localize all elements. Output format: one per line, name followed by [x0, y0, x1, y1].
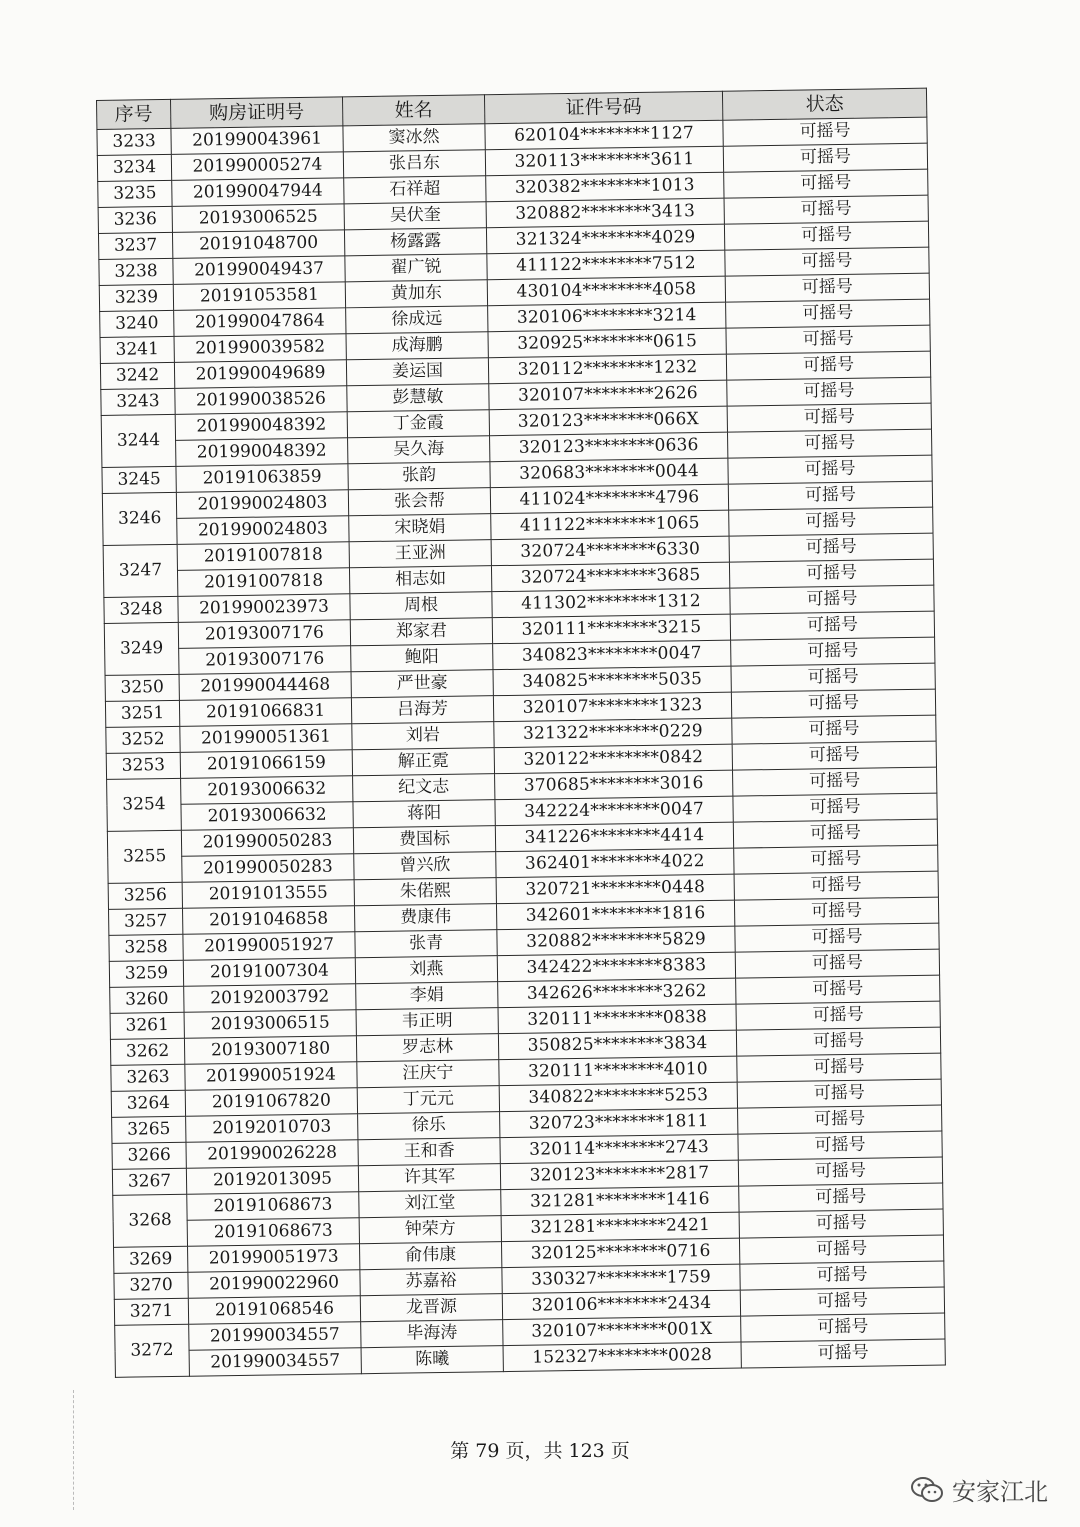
cell-name: 徐成远 [346, 306, 488, 334]
cell-certificate-no: 20192003792 [184, 984, 356, 1013]
cell-certificate-no: 201990043961 [171, 126, 343, 155]
cell-certificate-no: 20191068673 [187, 1192, 359, 1221]
cell-id-number: 411122********7512 [487, 250, 725, 280]
cell-id-number: 152327********0028 [503, 1342, 741, 1372]
cell-status: 可摇号 [729, 507, 933, 536]
cell-certificate-no: 201990024803 [176, 490, 348, 519]
cell-name: 汪庆宁 [357, 1060, 499, 1088]
cell-certificate-no: 20191066159 [180, 750, 352, 779]
cell-status: 可摇号 [741, 1339, 945, 1368]
cell-name: 毕海涛 [361, 1320, 503, 1348]
cell-id-number: 320123********066X [489, 406, 727, 436]
cell-id-number: 430104********4058 [487, 276, 725, 306]
cell-name: 朱偌熙 [354, 878, 496, 906]
cell-name: 罗志林 [356, 1034, 498, 1062]
cell-status: 可摇号 [730, 611, 934, 640]
cell-name: 黄加东 [345, 280, 487, 308]
cell-status: 可摇号 [733, 793, 937, 822]
cell-name: 张吕东 [343, 150, 485, 178]
cell-id-number: 321281********1416 [501, 1186, 739, 1216]
cell-status: 可摇号 [728, 455, 932, 484]
cell-seq: 3265 [112, 1116, 186, 1143]
cell-certificate-no: 201990051927 [183, 932, 355, 961]
cell-name: 刘燕 [355, 956, 497, 984]
cell-name: 丁元元 [357, 1086, 499, 1114]
cell-seq: 3234 [97, 154, 171, 181]
cell-seq: 3248 [104, 596, 178, 623]
cell-status: 可摇号 [734, 897, 938, 926]
cell-id-number: 321322********0229 [494, 718, 732, 748]
cell-certificate-no: 20191048700 [172, 230, 344, 259]
cell-id-number: 411302********1312 [492, 588, 730, 618]
cell-id-number: 320114********2743 [500, 1134, 738, 1164]
cell-certificate-no: 20193007176 [179, 646, 351, 675]
cell-seq: 3240 [100, 310, 174, 337]
cell-certificate-no: 20191053581 [173, 282, 345, 311]
cell-seq: 3242 [100, 362, 174, 389]
cell-status: 可摇号 [735, 923, 939, 952]
cell-id-number: 411024********4796 [490, 484, 728, 514]
cell-name: 陈曦 [361, 1346, 503, 1374]
cell-name: 韦正明 [356, 1008, 498, 1036]
cell-name: 张会帮 [348, 488, 490, 516]
cell-certificate-no: 201990051924 [185, 1062, 357, 1091]
cell-status: 可摇号 [733, 819, 937, 848]
cell-name: 彭慧敏 [347, 384, 489, 412]
cell-certificate-no: 20193006632 [181, 802, 353, 831]
cell-certificate-no: 20191046858 [183, 906, 355, 935]
cell-status: 可摇号 [726, 351, 930, 380]
cell-seq: 3237 [98, 232, 172, 259]
cell-status: 可摇号 [740, 1261, 944, 1290]
cell-status: 可摇号 [724, 169, 928, 198]
cell-id-number: 320106********3214 [488, 302, 726, 332]
cell-id-number: 320111********3215 [492, 614, 730, 644]
page-footer: 第 79 页，共 123 页 [450, 1440, 630, 1462]
cell-name: 王亚洲 [349, 540, 491, 568]
cell-name: 王和香 [358, 1138, 500, 1166]
header-name: 姓名 [342, 95, 484, 126]
cell-seq: 3263 [111, 1064, 185, 1091]
cell-id-number: 370685********3016 [495, 770, 733, 800]
cell-name: 成海鹏 [346, 332, 488, 360]
cell-certificate-no: 20193007176 [178, 620, 350, 649]
watermark [910, 1472, 1048, 1507]
cell-seq: 3272 [115, 1324, 190, 1377]
cell-status: 可摇号 [738, 1131, 942, 1160]
lottery-roster-table [96, 88, 946, 1378]
cell-id-number: 320721********0448 [496, 874, 734, 904]
cell-seq: 3259 [109, 960, 183, 987]
cell-id-number: 342626********3262 [498, 978, 736, 1008]
cell-status: 可摇号 [727, 429, 931, 458]
cell-seq: 3267 [112, 1168, 186, 1195]
cell-seq: 3266 [112, 1142, 186, 1169]
cell-id-number: 320724********3685 [491, 562, 729, 592]
cell-certificate-no: 201990039582 [174, 334, 346, 363]
cell-name: 纪文志 [353, 774, 495, 802]
cell-certificate-no: 20193006525 [172, 204, 344, 233]
cell-status: 可摇号 [739, 1209, 943, 1238]
cell-status: 可摇号 [729, 533, 933, 562]
cell-status: 可摇号 [731, 637, 935, 666]
cell-id-number: 362401********4022 [496, 848, 734, 878]
cell-status: 可摇号 [737, 1053, 941, 1082]
watermark-text: 安家江北 [952, 1478, 1048, 1506]
cell-status: 可摇号 [739, 1235, 943, 1264]
cell-status: 可摇号 [723, 143, 927, 172]
cell-certificate-no: 201990005274 [171, 152, 343, 181]
cell-certificate-no: 20191068546 [188, 1296, 360, 1325]
cell-certificate-no: 201990024803 [177, 516, 349, 545]
cell-seq: 3243 [101, 388, 175, 415]
cell-status: 可摇号 [727, 403, 931, 432]
cell-id-number: 320107********001X [503, 1316, 741, 1346]
cell-status: 可摇号 [724, 221, 928, 250]
cell-seq: 3250 [105, 674, 179, 701]
cell-status: 可摇号 [732, 741, 936, 770]
cell-id-number: 320724********6330 [491, 536, 729, 566]
header-certificate-no: 购房证明号 [170, 97, 342, 129]
cell-certificate-no: 201990026228 [186, 1140, 358, 1169]
cell-name: 翟广锐 [345, 254, 487, 282]
cell-seq: 3269 [114, 1246, 188, 1273]
cell-id-number: 340822********5253 [499, 1082, 737, 1112]
cell-certificate-no: 201990050283 [182, 854, 354, 883]
cell-seq: 3255 [107, 830, 182, 883]
cell-seq: 3249 [104, 622, 179, 675]
cell-id-number: 320113********3611 [485, 146, 723, 176]
cell-id-number: 320107********1323 [493, 692, 731, 722]
cell-certificate-no: 201990048392 [176, 438, 348, 467]
cell-certificate-no: 201990050283 [181, 828, 353, 857]
cell-seq: 3264 [111, 1090, 185, 1117]
cell-status: 可摇号 [737, 1079, 941, 1108]
cell-name: 严世豪 [351, 670, 493, 698]
cell-seq: 3245 [102, 466, 176, 493]
cell-certificate-no: 201990051973 [188, 1244, 360, 1273]
cell-name: 俞伟康 [359, 1242, 501, 1270]
cell-seq: 3244 [101, 414, 176, 467]
cell-status: 可摇号 [740, 1287, 944, 1316]
cell-name: 钟荣方 [359, 1216, 501, 1244]
cell-name: 费康伟 [354, 904, 496, 932]
cell-name: 吴久海 [348, 436, 490, 464]
cell-name: 徐乐 [358, 1112, 500, 1140]
cell-status: 可摇号 [734, 845, 938, 874]
cell-id-number: 341226********4414 [495, 822, 733, 852]
wechat-icon [910, 1476, 944, 1504]
cell-status: 可摇号 [738, 1157, 942, 1186]
cell-seq: 3253 [106, 752, 180, 779]
cell-id-number: 320123********0636 [490, 432, 728, 462]
cell-status: 可摇号 [741, 1313, 945, 1342]
cell-id-number: 342422********8383 [497, 952, 735, 982]
cell-id-number: 320107********2626 [489, 380, 727, 410]
cell-certificate-no: 201990047864 [174, 308, 346, 337]
cell-name: 鲍阳 [351, 644, 493, 672]
cell-certificate-no: 20191067820 [185, 1088, 357, 1117]
cell-status: 可摇号 [735, 949, 939, 978]
cell-seq: 3256 [108, 882, 182, 909]
cell-name: 杨露露 [344, 228, 486, 256]
cell-seq: 3262 [110, 1038, 184, 1065]
cell-status: 可摇号 [732, 715, 936, 744]
cell-certificate-no: 201990044468 [179, 672, 351, 701]
cell-seq: 3235 [98, 180, 172, 207]
cell-name: 许其军 [358, 1164, 500, 1192]
cell-name: 吴伏奎 [344, 202, 486, 230]
cell-id-number: 320925********0615 [488, 328, 726, 358]
cell-status: 可摇号 [726, 325, 930, 354]
cell-seq: 3257 [109, 908, 183, 935]
cell-name: 刘岩 [352, 722, 494, 750]
cell-seq: 3260 [110, 986, 184, 1013]
cell-status: 可摇号 [727, 377, 931, 406]
cell-certificate-no: 20192010703 [186, 1114, 358, 1143]
cell-seq: 3261 [110, 1012, 184, 1039]
cell-seq: 3270 [114, 1272, 188, 1299]
cell-certificate-no: 20191007818 [177, 568, 349, 597]
cell-certificate-no: 201990038526 [175, 386, 347, 415]
cell-id-number: 330327********1759 [502, 1264, 740, 1294]
header-id-number: 证件号码 [484, 91, 722, 124]
cell-seq: 3241 [100, 336, 174, 363]
cell-name: 李娟 [356, 982, 498, 1010]
cell-id-number: 342224********0047 [495, 796, 733, 826]
cell-status: 可摇号 [731, 663, 935, 692]
cell-id-number: 320382********1013 [486, 172, 724, 202]
cell-id-number: 350825********3834 [498, 1030, 736, 1060]
cell-name: 蒋阳 [353, 800, 495, 828]
cell-certificate-no: 201990034557 [189, 1348, 361, 1377]
cell-id-number: 411122********1065 [491, 510, 729, 540]
table-body [97, 117, 945, 1377]
cell-status: 可摇号 [730, 585, 934, 614]
cell-seq: 3268 [113, 1194, 188, 1247]
cell-name: 姜运国 [346, 358, 488, 386]
cell-status: 可摇号 [724, 195, 928, 224]
cell-certificate-no: 20193006515 [184, 1010, 356, 1039]
cell-certificate-no: 20191007304 [183, 958, 355, 987]
cell-certificate-no: 201990023973 [178, 594, 350, 623]
cell-certificate-no: 20191007818 [177, 542, 349, 571]
cell-status: 可摇号 [736, 1001, 940, 1030]
cell-seq: 3254 [107, 778, 182, 831]
cell-id-number: 321281********2421 [501, 1212, 739, 1242]
cell-certificate-no: 201990047944 [172, 178, 344, 207]
cell-certificate-no: 20192013095 [186, 1166, 358, 1195]
cell-id-number: 320125********0716 [501, 1238, 739, 1268]
cell-status: 可摇号 [739, 1183, 943, 1212]
cell-certificate-no: 201990051361 [180, 724, 352, 753]
cell-id-number: 320111********0838 [498, 1004, 736, 1034]
cell-id-number: 320111********4010 [499, 1056, 737, 1086]
cell-seq: 3271 [114, 1298, 188, 1325]
cell-name: 周根 [350, 592, 492, 620]
cell-status: 可摇号 [725, 273, 929, 302]
cell-seq: 3258 [109, 934, 183, 961]
cell-name: 张青 [355, 930, 497, 958]
cell-name: 相志如 [349, 566, 491, 594]
cell-status: 可摇号 [738, 1105, 942, 1134]
cell-certificate-no: 20191066831 [179, 698, 351, 727]
cell-name: 丁金霞 [347, 410, 489, 438]
cell-certificate-no: 201990049437 [173, 256, 345, 285]
cell-certificate-no: 20193007180 [184, 1036, 356, 1065]
cell-seq: 3246 [102, 492, 177, 545]
cell-id-number: 320122********0842 [494, 744, 732, 774]
cell-id-number: 620104********1127 [485, 120, 723, 150]
cell-name: 郑家君 [350, 618, 492, 646]
cell-name: 苏嘉裕 [360, 1268, 502, 1296]
cell-status: 可摇号 [734, 871, 938, 900]
cell-status: 可摇号 [725, 247, 929, 276]
cell-status: 可摇号 [733, 767, 937, 796]
header-status: 状态 [722, 88, 926, 120]
cell-name: 宋晓娟 [349, 514, 491, 542]
cell-id-number: 321324********4029 [486, 224, 724, 254]
cell-certificate-no: 20191063859 [176, 464, 348, 493]
cell-status: 可摇号 [736, 975, 940, 1004]
cell-seq: 3233 [97, 128, 171, 155]
cell-status: 可摇号 [726, 299, 930, 328]
cell-id-number: 320882********5829 [497, 926, 735, 956]
cell-seq: 3239 [99, 284, 173, 311]
cell-id-number: 342601********1816 [496, 900, 734, 930]
cell-certificate-no: 20191068673 [187, 1218, 359, 1247]
cell-seq: 3236 [98, 206, 172, 233]
cell-certificate-no: 201990022960 [188, 1270, 360, 1299]
cell-name: 曾兴欣 [354, 852, 496, 880]
cell-id-number: 320882********3413 [486, 198, 724, 228]
cell-certificate-no: 201990048392 [175, 412, 347, 441]
cell-seq: 3238 [99, 258, 173, 285]
cell-certificate-no: 201990034557 [189, 1322, 361, 1351]
cell-name: 刘江堂 [359, 1190, 501, 1218]
cell-name: 石祥超 [344, 176, 486, 204]
cell-id-number: 340825********5035 [493, 666, 731, 696]
cell-status: 可摇号 [723, 117, 927, 146]
cell-seq: 3247 [103, 544, 178, 597]
cell-status: 可摇号 [731, 689, 935, 718]
cell-name: 窦冰然 [343, 124, 485, 152]
cell-name: 解正霓 [352, 748, 494, 776]
cell-name: 费国标 [353, 826, 495, 854]
cell-id-number: 320123********2817 [500, 1160, 738, 1190]
cell-id-number: 320112********1232 [488, 354, 726, 384]
cell-status: 可摇号 [736, 1027, 940, 1056]
cell-name: 吕海芳 [351, 696, 493, 724]
cell-id-number: 340823********0047 [493, 640, 731, 670]
cell-id-number: 320723********1811 [500, 1108, 738, 1138]
header-seq: 序号 [97, 99, 171, 129]
cell-status: 可摇号 [728, 481, 932, 510]
cell-name: 张韵 [348, 462, 490, 490]
cell-seq: 3252 [106, 726, 180, 753]
cell-seq: 3251 [105, 700, 179, 727]
cell-id-number: 320683********0044 [490, 458, 728, 488]
cell-certificate-no: 20191013555 [182, 880, 354, 909]
cell-id-number: 320106********2434 [502, 1290, 740, 1320]
cell-certificate-no: 201990049689 [174, 360, 346, 389]
cell-name: 龙晋源 [360, 1294, 502, 1322]
cell-certificate-no: 20193006632 [181, 776, 353, 805]
cell-status: 可摇号 [729, 559, 933, 588]
